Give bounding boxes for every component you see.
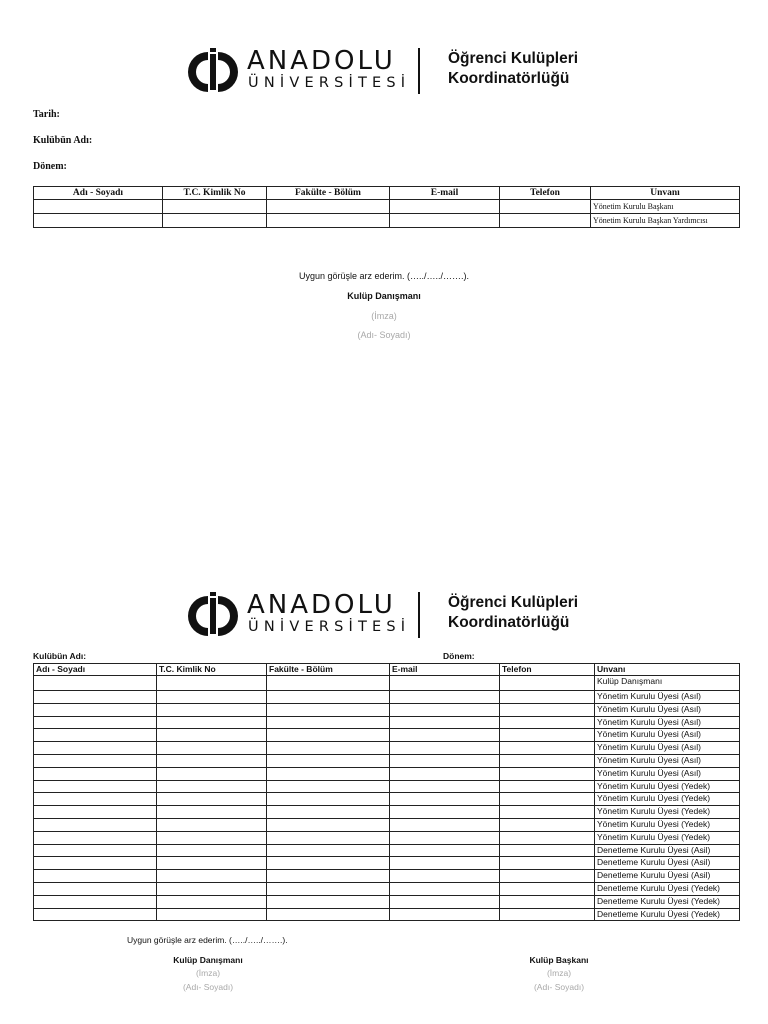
president-title: Kulüp Başkanı xyxy=(529,955,589,965)
table-header-row xyxy=(34,187,740,200)
term-label: Dönem: xyxy=(443,651,475,661)
table-row xyxy=(34,780,740,793)
table-cell[interactable] xyxy=(500,691,595,704)
members-table xyxy=(33,663,740,921)
role-cell: Yönetim Kurulu Üyesi (Yedek) xyxy=(595,793,740,806)
table-cell[interactable] xyxy=(500,870,595,883)
table-cell[interactable] xyxy=(390,870,500,883)
table-row xyxy=(34,691,740,704)
table-cell[interactable] xyxy=(34,857,157,870)
table-cell[interactable] xyxy=(267,200,390,214)
table-cell[interactable] xyxy=(157,716,267,729)
table-cell[interactable] xyxy=(267,742,390,755)
brand-subtitle: ÜNİVERSİTESİ xyxy=(248,619,411,635)
table-row xyxy=(34,870,740,883)
role-cell: Yönetim Kurulu Üyesi (Yedek) xyxy=(595,818,740,831)
column-header: T.C. Kimlik No xyxy=(163,187,267,200)
date-label: Tarih: xyxy=(33,109,60,120)
table-row xyxy=(34,742,740,755)
table-cell[interactable] xyxy=(267,857,390,870)
role-cell: Yönetim Kurulu Üyesi (Yedek) xyxy=(595,780,740,793)
brand-name: ANADOLU xyxy=(247,590,396,620)
table-cell[interactable] xyxy=(500,806,595,819)
table-cell[interactable] xyxy=(500,200,591,214)
brand-name: ANADOLU xyxy=(247,46,396,76)
logo-divider xyxy=(418,592,420,638)
table-cell[interactable] xyxy=(267,844,390,857)
table-cell[interactable] xyxy=(163,200,267,214)
column-header: E-mail xyxy=(390,187,500,200)
table-cell[interactable] xyxy=(500,831,595,844)
table-cell[interactable] xyxy=(34,806,157,819)
table-cell[interactable] xyxy=(267,831,390,844)
table-cell[interactable] xyxy=(500,895,595,908)
table-cell[interactable] xyxy=(157,831,267,844)
table-row xyxy=(34,676,740,691)
table-cell[interactable] xyxy=(500,729,595,742)
table-cell[interactable] xyxy=(267,729,390,742)
role-cell: Yönetim Kurulu Başkanı xyxy=(591,200,740,214)
table-row xyxy=(34,857,740,870)
role-cell: Yönetim Kurulu Üyesi (Asıl) xyxy=(595,729,740,742)
table-cell[interactable] xyxy=(157,818,267,831)
table-row xyxy=(34,908,740,921)
column-header: Adı - Soyadı xyxy=(34,187,163,200)
approval-text: Uygun görüşle arz ederim. (…../…../…….). xyxy=(298,271,470,281)
table-cell[interactable] xyxy=(390,857,500,870)
department-line-1: Öğrenci Kulüpleri xyxy=(448,50,579,67)
table-cell[interactable] xyxy=(34,870,157,883)
table-cell[interactable] xyxy=(157,870,267,883)
signature-field: (İmza) xyxy=(371,311,397,321)
table-cell[interactable] xyxy=(500,742,595,755)
signature-field: (İmza) xyxy=(546,968,572,978)
role-cell: Denetleme Kurulu Üyesi (Asil) xyxy=(595,857,740,870)
table-cell[interactable] xyxy=(267,676,390,691)
advisor-title: Kulüp Danışmanı xyxy=(173,955,243,965)
logo-divider xyxy=(418,48,420,94)
table-cell[interactable] xyxy=(34,716,157,729)
table-cell[interactable] xyxy=(500,703,595,716)
column-header: Fakülte - Bölüm xyxy=(267,664,390,676)
table-cell[interactable] xyxy=(500,754,595,767)
table-cell[interactable] xyxy=(267,895,390,908)
president-signature-block xyxy=(489,954,629,994)
table-cell[interactable] xyxy=(390,767,500,780)
role-cell: Yönetim Kurulu Üyesi (Asıl) xyxy=(595,716,740,729)
table-row xyxy=(34,729,740,742)
role-cell: Denetleme Kurulu Üyesi (Yedek) xyxy=(595,908,740,921)
table-cell[interactable] xyxy=(500,793,595,806)
table-cell[interactable] xyxy=(157,691,267,704)
table-cell[interactable] xyxy=(500,844,595,857)
name-field: (Adı- Soyadı) xyxy=(357,330,411,340)
table-cell[interactable] xyxy=(390,793,500,806)
table-cell[interactable] xyxy=(34,844,157,857)
role-cell: Yönetim Kurulu Başkan Yardımcısı xyxy=(591,214,740,228)
role-cell: Yönetim Kurulu Üyesi (Yedek) xyxy=(595,806,740,819)
table-cell[interactable] xyxy=(157,676,267,691)
club-name-label: Kulübün Adı: xyxy=(33,135,93,146)
table-cell[interactable] xyxy=(390,703,500,716)
signature-field: (İmza) xyxy=(195,968,221,978)
role-cell: Yönetim Kurulu Üyesi (Asıl) xyxy=(595,767,740,780)
table-cell[interactable] xyxy=(34,793,157,806)
table-cell[interactable] xyxy=(34,691,157,704)
table-cell[interactable] xyxy=(390,908,500,921)
table-cell[interactable] xyxy=(267,754,390,767)
role-cell: Denetleme Kurulu Üyesi (Yedek) xyxy=(595,895,740,908)
table-cell[interactable] xyxy=(34,729,157,742)
table-cell[interactable] xyxy=(267,908,390,921)
column-header: Telefon xyxy=(500,664,595,676)
table-cell[interactable] xyxy=(34,703,157,716)
table-cell[interactable] xyxy=(157,857,267,870)
table-cell[interactable] xyxy=(500,214,591,228)
role-cell: Yönetim Kurulu Üyesi (Asıl) xyxy=(595,754,740,767)
table-cell[interactable] xyxy=(34,908,157,921)
table-cell[interactable] xyxy=(390,200,500,214)
table-row xyxy=(34,214,740,228)
table-cell[interactable] xyxy=(500,767,595,780)
role-cell: Denetleme Kurulu Üyesi (Asil) xyxy=(595,870,740,883)
table-cell[interactable] xyxy=(267,703,390,716)
role-cell: Yönetim Kurulu Üyesi (Asıl) xyxy=(595,691,740,704)
table-cell[interactable] xyxy=(34,818,157,831)
name-field: (Adı- Soyadı) xyxy=(182,982,234,992)
table-row xyxy=(34,831,740,844)
table-cell[interactable] xyxy=(390,729,500,742)
table-row xyxy=(34,703,740,716)
table-cell[interactable] xyxy=(157,895,267,908)
column-header: E-mail xyxy=(390,664,500,676)
table-cell[interactable] xyxy=(34,780,157,793)
table-cell[interactable] xyxy=(34,895,157,908)
table-cell[interactable] xyxy=(500,908,595,921)
table-cell[interactable] xyxy=(157,703,267,716)
table-cell[interactable] xyxy=(157,793,267,806)
table-row xyxy=(34,806,740,819)
table-row xyxy=(34,767,740,780)
table-cell[interactable] xyxy=(390,844,500,857)
table-cell[interactable] xyxy=(157,767,267,780)
table-cell[interactable] xyxy=(500,857,595,870)
table-cell[interactable] xyxy=(34,214,163,228)
table-cell[interactable] xyxy=(500,676,595,691)
table-header-row xyxy=(34,664,740,676)
table-cell[interactable] xyxy=(267,870,390,883)
table-cell[interactable] xyxy=(390,676,500,691)
table-cell[interactable] xyxy=(500,882,595,895)
table-cell[interactable] xyxy=(267,818,390,831)
column-header: Telefon xyxy=(500,187,591,200)
table-cell[interactable] xyxy=(267,882,390,895)
column-header: Unvanı xyxy=(595,664,740,676)
table-cell[interactable] xyxy=(390,691,500,704)
role-cell: Yönetim Kurulu Üyesi (Asıl) xyxy=(595,742,740,755)
university-emblem-icon xyxy=(187,590,239,642)
table-cell[interactable] xyxy=(390,818,500,831)
table-cell[interactable] xyxy=(500,818,595,831)
advisor-signature-block xyxy=(138,954,278,994)
table-cell[interactable] xyxy=(390,780,500,793)
table-cell[interactable] xyxy=(267,806,390,819)
department-line-2: Koordinatörlüğü xyxy=(448,614,570,631)
advisor-title: Kulüp Danışmanı xyxy=(347,291,421,301)
table-row xyxy=(34,754,740,767)
table-row xyxy=(34,895,740,908)
table-cell[interactable] xyxy=(34,200,163,214)
brand-subtitle: ÜNİVERSİTESİ xyxy=(248,75,411,91)
table-cell[interactable] xyxy=(34,882,157,895)
column-header: Adı - Soyadı xyxy=(34,664,157,676)
table-cell[interactable] xyxy=(157,806,267,819)
table-row xyxy=(34,200,740,214)
table-row xyxy=(34,716,740,729)
table-cell[interactable] xyxy=(267,214,390,228)
table-cell[interactable] xyxy=(267,716,390,729)
table-cell[interactable] xyxy=(157,780,267,793)
department-line-1: Öğrenci Kulüpleri xyxy=(448,594,579,611)
table-cell[interactable] xyxy=(390,214,500,228)
table-row xyxy=(34,844,740,857)
table-cell[interactable] xyxy=(390,742,500,755)
table-cell[interactable] xyxy=(157,882,267,895)
table-cell[interactable] xyxy=(34,754,157,767)
role-cell: Denetleme Kurulu Üyesi (Asil) xyxy=(595,844,740,857)
university-logo xyxy=(187,46,587,98)
table-cell[interactable] xyxy=(267,793,390,806)
board-table xyxy=(33,186,740,228)
table-row xyxy=(34,793,740,806)
approval-text: Uygun görüşle arz ederim. (…../…../…….). xyxy=(127,935,288,945)
university-logo xyxy=(187,590,587,642)
table-cell[interactable] xyxy=(34,831,157,844)
column-header: Unvanı xyxy=(591,187,740,200)
table-cell[interactable] xyxy=(157,729,267,742)
table-cell[interactable] xyxy=(500,780,595,793)
column-header: T.C. Kimlik No xyxy=(157,664,267,676)
table-cell[interactable] xyxy=(157,742,267,755)
column-header: Fakülte - Bölüm xyxy=(267,187,390,200)
role-cell: Denetleme Kurulu Üyesi (Yedek) xyxy=(595,882,740,895)
table-cell[interactable] xyxy=(34,676,157,691)
table-cell[interactable] xyxy=(390,882,500,895)
term-label: Dönem: xyxy=(33,161,67,172)
role-cell: Yönetim Kurulu Üyesi (Yedek) xyxy=(595,831,740,844)
table-cell[interactable] xyxy=(390,754,500,767)
name-field: (Adı- Soyadı) xyxy=(533,982,585,992)
table-cell[interactable] xyxy=(267,767,390,780)
table-cell[interactable] xyxy=(163,214,267,228)
table-cell[interactable] xyxy=(390,806,500,819)
department-line-2: Koordinatörlüğü xyxy=(448,70,570,87)
table-cell[interactable] xyxy=(157,844,267,857)
table-cell[interactable] xyxy=(34,742,157,755)
table-row xyxy=(34,818,740,831)
table-cell[interactable] xyxy=(267,691,390,704)
table-cell[interactable] xyxy=(157,754,267,767)
table-cell[interactable] xyxy=(390,831,500,844)
table-cell[interactable] xyxy=(390,895,500,908)
club-name-label: Kulübün Adı: xyxy=(33,651,87,661)
university-emblem-icon xyxy=(187,46,239,98)
table-cell[interactable] xyxy=(267,780,390,793)
role-cell: Yönetim Kurulu Üyesi (Asıl) xyxy=(595,703,740,716)
table-row xyxy=(34,882,740,895)
table-cell[interactable] xyxy=(34,767,157,780)
table-cell[interactable] xyxy=(500,716,595,729)
role-cell: Kulüp Danışmanı xyxy=(595,676,740,691)
table-cell[interactable] xyxy=(157,908,267,921)
table-cell[interactable] xyxy=(390,716,500,729)
